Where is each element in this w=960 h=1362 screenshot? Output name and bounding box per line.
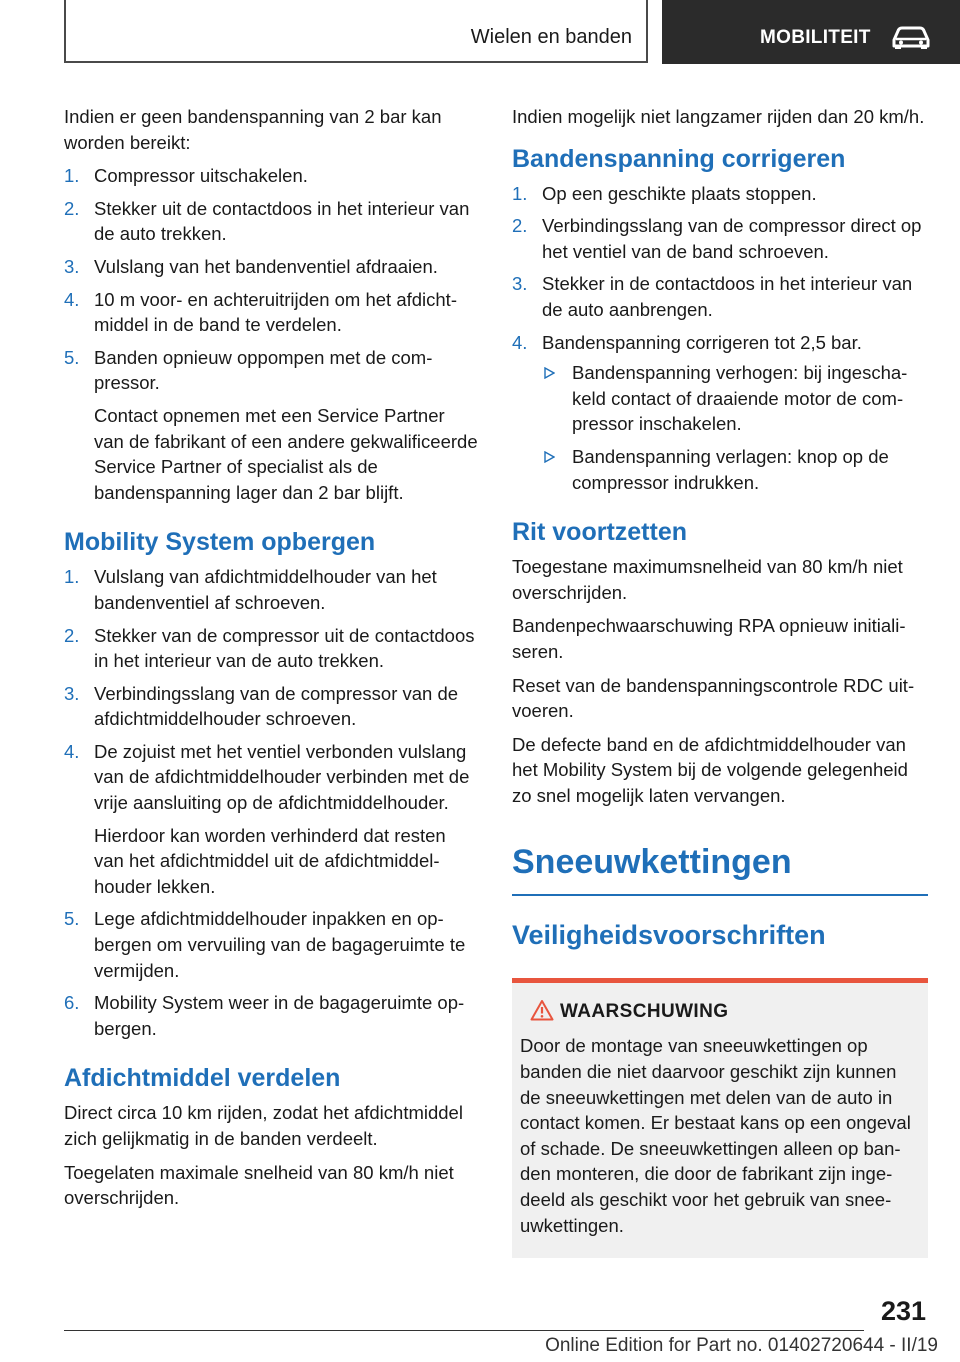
bullet-list: [542, 360, 928, 495]
heading-distribute-sealant: Afdichtmiddel verdelen: [64, 1064, 341, 1093]
paragraph: Bandenpechwaarschuwing RPA opnieuw initialiseren.: [512, 615, 906, 662]
list-item: [64, 287, 478, 338]
car-icon: [890, 24, 932, 50]
step-text: Mobility System weer in de bagageruimte opbergen.: [94, 992, 465, 1039]
triangle-bullet-icon: [544, 367, 555, 379]
bullet-item: [542, 360, 928, 437]
step-text: 10 m voor- en achteruitrijden om het afdichtmiddel in de band te verdelen.: [94, 288, 457, 336]
step-number: 2.: [64, 197, 80, 219]
step-number: 4.: [64, 740, 80, 762]
bullet-text: Bandenspanning verlagen: knop op de compressor indrukken.: [572, 445, 889, 493]
step-number: 3.: [64, 682, 80, 704]
warning-box: [512, 978, 928, 1258]
list-item: [512, 181, 928, 207]
list-item: [64, 681, 478, 732]
step-text: Compressor uitschakelen.: [94, 165, 308, 187]
section-header-box: [64, 0, 648, 63]
triangle-bullet-icon: [544, 451, 555, 463]
step-text: Vulslang van het bandenventiel afdraaien.: [94, 255, 438, 277]
warning-label: WAARSCHUWING: [560, 1001, 729, 1023]
step-text: Bandenspanning corrigeren tot 2,5 bar.: [542, 331, 862, 353]
paragraph: Direct circa 10 km rijden, zodat het afdichtmiddel zich gelijkmatig in de banden verdeelt.: [64, 1102, 463, 1149]
step-number: 5.: [64, 908, 80, 930]
heading-store-system: Mobility System opbergen: [64, 528, 376, 557]
list-item: [64, 906, 478, 983]
step-number: 1.: [64, 566, 80, 588]
heading-continue-driving: Rit voortzetten: [512, 518, 687, 547]
list-item: [64, 739, 478, 900]
bullet-item: [542, 444, 928, 495]
list-item: [512, 213, 928, 264]
step-number: 3.: [512, 273, 528, 295]
heading-correct-pressure: Bandenspanning corrigeren: [512, 144, 846, 173]
step-text: Stekker in de contactdoos in het interieur van de auto aanbrengen.: [542, 273, 913, 320]
paragraph: Toegestane maximumsnelheid van 80 km/h niet overschrijden.: [512, 556, 903, 603]
list-item: [64, 564, 478, 615]
paragraph: Toegelaten maximale snelheid van 80 km/h niet overschrijden.: [64, 1161, 454, 1209]
step-number: 1.: [512, 182, 528, 204]
list-item: [64, 254, 478, 280]
step-text: Stekker van de compressor uit de contactdoos in het interieur van de auto trekken.: [94, 624, 475, 672]
step-number: 3.: [64, 255, 80, 277]
list-item: [64, 990, 478, 1041]
intro-paragraph: Indien er geen bandenspanning van 2 bar kan worden bereikt:: [64, 106, 442, 153]
step-number: 4.: [64, 288, 80, 310]
section-title: Wielen en banden: [470, 26, 632, 48]
chapter-tab-label: MOBILITEIT: [760, 27, 871, 48]
paragraph: Indien mogelijk niet langzamer rijden dan 20 km/h.: [512, 106, 925, 127]
step-text: Vulslang van afdichtmiddelhouder van het bandenventiel af schroeven.: [94, 566, 437, 613]
step-text: Banden opnieuw oppompen met de compressor.: [94, 346, 433, 394]
steps-list-1: [64, 163, 478, 505]
chapter-tab: [662, 0, 960, 64]
paragraph: Reset van de bandenspanningscontrole RDC uitvoeren.: [512, 674, 915, 722]
step-number: 1.: [64, 165, 80, 187]
left-column: [64, 104, 478, 1219]
paragraph: De defecte band en de afdichtmiddelhouder van het Mobility System bij de volgende gelegenheid zo snel mogelijk laten vervangen.: [512, 733, 908, 806]
step-number: 5.: [64, 346, 80, 368]
steps-list-2: [64, 564, 478, 1041]
step-text: Op een geschikte plaats stoppen.: [542, 182, 817, 204]
footer-divider: [64, 1330, 864, 1331]
step-note: Contact opnemen met een Service Partner van de fabrikant of een andere gekwalificeerde Service Partner of specialist als de bandenspanning lager dan 2 bar blijft.: [94, 404, 478, 503]
warning-text: Door de montage van sneeuwkettingen op banden die niet daarvoor geschikt zijn kunnen de sneeuwkettingen met delen van de auto in contact komen. Er bestaat kans op een ongeval of schade. De sneeuwkettingen alleen op banden monteren, die door de fabrikant zijn ingedeeld als geschikt voor het gebruik van sneeuwkettingen.: [520, 1035, 911, 1236]
step-text: Lege afdichtmiddelhouder inpakken en opbergen om vervuiling van de bagageruimte te vermijden.: [94, 908, 466, 981]
bullet-text: Bandenspanning verhogen: bij ingeschakeld contact of draaiende motor de compressor inschakelen.: [572, 362, 908, 435]
warning-triangle-icon: [530, 999, 554, 1021]
step-number: 4.: [512, 331, 528, 353]
list-item: [64, 623, 478, 674]
edition-footer: Online Edition for Part no. 01402720644 - II/19: [545, 1335, 938, 1356]
page-number: 231: [880, 1296, 926, 1326]
step-number: 2.: [64, 624, 80, 646]
step-text: Verbindingsslang van de compressor direct op het ventiel van de band schroeven.: [542, 215, 922, 262]
list-item: [64, 163, 478, 189]
list-item: [512, 330, 928, 496]
step-number: 6.: [64, 992, 80, 1014]
heading-safety-rules: Veiligheidsvoorschriften: [512, 920, 826, 951]
list-item: [512, 271, 928, 322]
list-item: [64, 196, 478, 247]
warning-title: [520, 1001, 920, 1029]
list-item: [64, 345, 478, 506]
step-text: De zojuist met het ventiel verbonden vulslang van de afdichtmiddelhouder verbinden met de vrije aansluiting op de afdichtmiddelhouder.: [94, 740, 470, 814]
steps-list-3: [512, 181, 928, 496]
page-header: [0, 0, 960, 66]
step-text: Verbindingsslang van de compressor van de afdichtmiddelhouder schroeven.: [94, 682, 459, 730]
step-note: Hierdoor kan worden verhinderd dat resten van het afdichtmiddel uit de afdichtmiddelhouder lekken.: [94, 824, 446, 897]
heading-snow-chains: Sneeuwkettingen: [512, 840, 928, 896]
step-number: 2.: [512, 215, 528, 237]
right-column: [512, 104, 928, 1258]
step-text: Stekker uit de contactdoos in het interieur van de auto trekken.: [94, 197, 470, 245]
